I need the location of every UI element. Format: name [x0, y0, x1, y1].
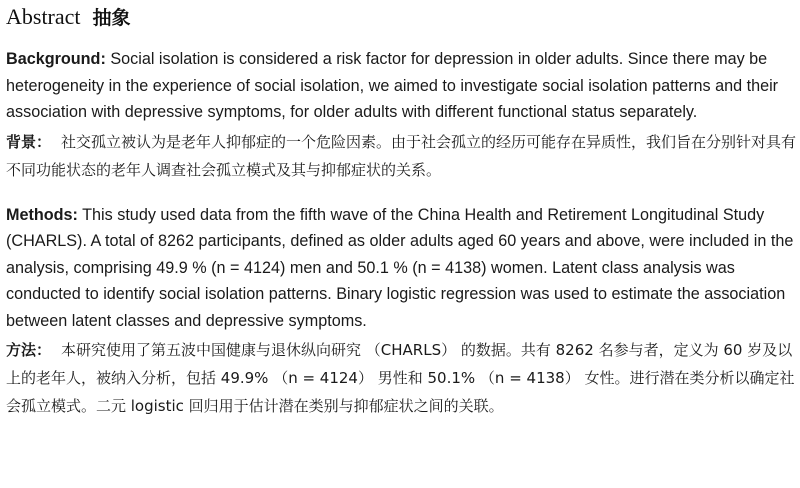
methods-text-en: This study used data from the fifth wave of the China Health and Retirement Longitudinal Study (CHARLS). A total of 8262 participants, defined as older adults aged 60 years and above, were included in the analysis, comprising 49.9 % (n = 4124) men and 50.1 % (n = 4138) women. Latent class analysis was conducted to identify social isolation patterns. Binary logistic regression was used to estimate the association between latent classes and depressive symptoms. — [6, 205, 794, 330]
background-paragraph-zh — [6, 128, 798, 184]
background-paragraph-en — [6, 46, 798, 126]
abstract-section — [6, 0, 798, 420]
background-text-zh: 社交孤立被认为是老年人抑郁症的一个危险因素。由于社会孤立的经历可能存在异质性，我们旨在分别针对具有不同功能状态的老年人调查社会孤立模式及其与抑郁症状的关系。 — [6, 132, 797, 179]
methods-text-zh: 本研究使用了第五波中国健康与退休纵向研究 （CHARLS） 的数据。共有 8262 名参与者，定义为 60 岁及以上的老年人，被纳入分析，包括 49.9% （n = 4124） 男性和 50.1% （n = 4138） 女性。进行潜在类分析以确定社会孤立模式。二元 logistic 回归用于估计潜在类别与抑郁症状之间的关联。 — [6, 341, 795, 415]
methods-label-zh: 方法： — [6, 341, 52, 359]
background-label-zh: 背景： — [6, 132, 52, 151]
abstract-title-en: Abstract — [6, 4, 81, 29]
methods-paragraph-zh — [6, 336, 798, 420]
abstract-title — [6, 4, 798, 34]
methods-label-en: Methods: — [6, 205, 78, 224]
abstract-title-zh: 抽象 — [92, 7, 131, 29]
background-text-en: Social isolation is considered a risk factor for depression in older adults. Since there may be heterogeneity in the experience of social isolation, we aimed to investigate social isolation patterns and their association with depressive symptoms, for older adults with different functional status separately. — [6, 50, 779, 121]
background-label-en: Background: — [6, 50, 106, 68]
section-spacer — [6, 184, 798, 202]
methods-paragraph-en — [6, 202, 798, 335]
